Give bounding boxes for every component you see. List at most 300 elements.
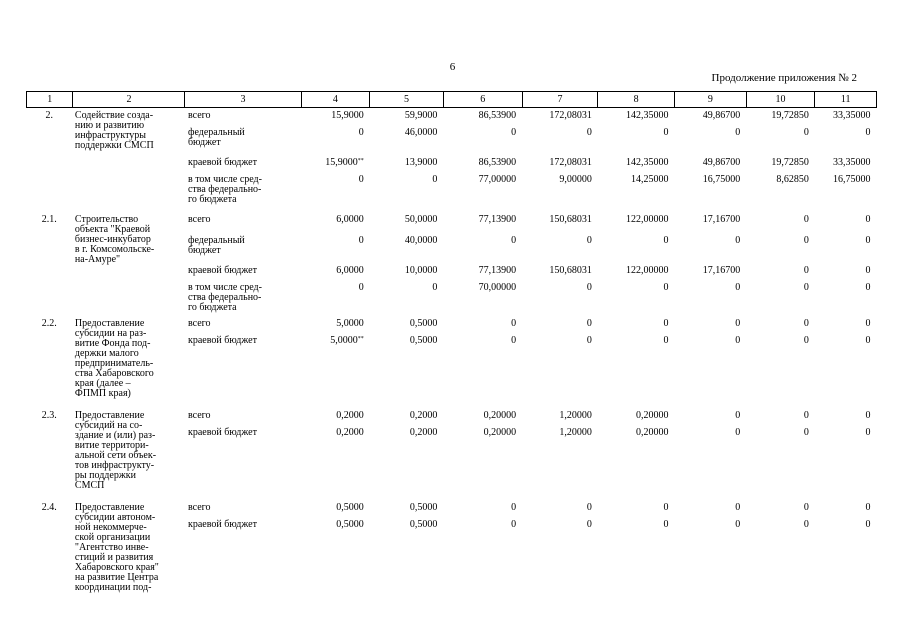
row-number: 2.3. — [41, 409, 57, 421]
column-header-1: 1 — [27, 92, 73, 108]
value-text: 0 — [735, 501, 741, 513]
value-cell — [443, 408, 522, 425]
text-line: на развитие Центра — [74, 571, 159, 583]
value-cell — [598, 333, 675, 408]
value-cell — [522, 212, 598, 233]
value-cell — [522, 280, 598, 316]
value-text: 0 — [865, 518, 871, 530]
value-text: 0 — [586, 334, 592, 346]
table-row — [27, 408, 877, 425]
table-header-row — [27, 92, 877, 108]
funding-source — [185, 155, 301, 172]
value-text: 0 — [865, 317, 871, 329]
text-line: в том числе сред- — [187, 281, 262, 293]
value-cell — [598, 212, 675, 233]
value-text: 77,13900 — [478, 264, 517, 276]
value-cell — [370, 155, 444, 172]
value-text: 46,0000 — [404, 126, 438, 138]
value-cell — [675, 280, 747, 316]
continuation-title: Продолжение приложения № 2 — [711, 72, 857, 84]
value-cell — [522, 172, 598, 212]
value-cell — [443, 316, 522, 333]
row-name — [73, 408, 185, 500]
value-text: 0 — [803, 281, 809, 293]
value-text: 0 — [586, 126, 592, 138]
value-cell — [598, 125, 675, 155]
value-cell — [746, 408, 815, 425]
row-name — [73, 316, 185, 408]
value-text: 0 — [358, 234, 364, 246]
value-cell — [746, 517, 815, 617]
text-line: СМСП — [74, 479, 105, 491]
value-cell — [598, 233, 675, 263]
value-cell — [370, 172, 444, 212]
value-text: 0 — [735, 334, 741, 346]
value-text: 0,2000 — [336, 426, 364, 438]
text-line: нию и развитию — [74, 120, 145, 131]
value-text: 77,13900 — [478, 213, 517, 225]
text-line: альной сети объек- — [74, 449, 157, 461]
text-line: края (далее – — [74, 377, 131, 389]
table-row — [27, 108, 877, 125]
value-text: 15,9000 — [331, 110, 364, 121]
value-cell — [746, 333, 815, 408]
value-cell — [746, 500, 815, 517]
row-name — [73, 500, 185, 617]
value-cell — [301, 233, 370, 263]
text-line: субсидии автоном- — [74, 511, 156, 523]
value-cell — [598, 280, 675, 316]
value-text: 15,9000 — [325, 156, 358, 168]
value-cell — [746, 172, 815, 212]
value-text: 14,25000 — [631, 173, 669, 185]
value-text: 70,00000 — [478, 281, 517, 293]
value-text: 0 — [586, 317, 592, 329]
text-line: федеральный — [187, 126, 245, 138]
value-text: 0,5000 — [409, 317, 438, 329]
text-line: предприниматель- — [74, 357, 154, 369]
value-text: 0 — [865, 126, 871, 138]
text-line: го бюджета — [187, 301, 237, 313]
value-text: 86,53900 — [478, 156, 517, 168]
value-text: 0 — [865, 426, 871, 438]
value-cell — [815, 408, 877, 425]
value-cell — [522, 333, 598, 408]
value-cell — [815, 333, 877, 408]
value-text: 0,20000 — [636, 426, 669, 438]
value-cell — [301, 333, 370, 408]
value-text: 5,0000 — [336, 317, 364, 329]
value-cell — [598, 316, 675, 333]
value-cell — [443, 155, 522, 172]
value-cell — [443, 125, 522, 155]
column-header-11: 11 — [815, 92, 877, 108]
value-text: 0 — [735, 234, 741, 246]
value-cell — [301, 408, 370, 425]
value-cell — [370, 108, 444, 125]
text-line: Хабаровского края" — [74, 561, 159, 573]
text-line: краевой бюджет — [187, 518, 257, 530]
value-cell — [815, 172, 877, 212]
value-cell — [301, 125, 370, 155]
funding-source — [185, 316, 301, 333]
value-cell — [675, 212, 747, 233]
value-cell — [675, 263, 747, 280]
value-text: 0 — [865, 501, 871, 513]
value-cell — [598, 108, 675, 125]
value-cell — [746, 316, 815, 333]
text-line: на-Амуре" — [74, 253, 121, 265]
value-text: 142,35000 — [626, 110, 669, 121]
funding-source — [185, 280, 301, 316]
value-text: 16,75000 — [833, 173, 871, 185]
value-text: 0,5000 — [409, 518, 438, 530]
value-cell — [301, 500, 370, 517]
budget-table — [26, 91, 877, 617]
text-line: всего — [187, 213, 211, 225]
value-text: 0,20000 — [636, 409, 669, 421]
value-cell — [675, 408, 747, 425]
value-cell — [370, 212, 444, 233]
row-name — [73, 212, 185, 316]
text-line: Предоставление — [74, 317, 145, 329]
value-text: 0 — [803, 213, 809, 225]
value-cell — [675, 316, 747, 333]
value-cell — [370, 316, 444, 333]
text-line: ФПМП края) — [74, 387, 131, 399]
text-line: витие Фонда под- — [74, 337, 151, 349]
footnote-mark: ** — [357, 335, 364, 342]
value-text: 0,20000 — [483, 409, 517, 421]
value-cell — [522, 425, 598, 500]
row-number: 2. — [45, 110, 53, 121]
value-cell — [522, 125, 598, 155]
text-line: инфраструктуры — [74, 130, 147, 141]
column-header-10: 10 — [746, 92, 815, 108]
value-text: 172,08031 — [549, 110, 592, 121]
value-text: 40,0000 — [404, 234, 438, 246]
value-cell — [675, 233, 747, 263]
column-header-2: 2 — [73, 92, 185, 108]
value-text: 86,53900 — [478, 110, 517, 121]
value-cell — [522, 155, 598, 172]
value-text: 8,62850 — [776, 173, 809, 185]
value-cell — [301, 108, 370, 125]
value-text: 9,00000 — [559, 173, 592, 185]
value-text: 0 — [803, 409, 809, 421]
value-cell — [598, 155, 675, 172]
value-cell — [301, 316, 370, 333]
value-text: 0 — [865, 213, 871, 225]
value-text: 0 — [663, 281, 669, 293]
text-line: субсидии на раз- — [74, 327, 147, 339]
value-cell — [443, 263, 522, 280]
value-cell — [675, 517, 747, 617]
text-line: ной некоммерче- — [74, 521, 147, 533]
value-text: 49,86700 — [702, 110, 741, 121]
value-text: 6,0000 — [336, 213, 364, 225]
value-cell — [522, 316, 598, 333]
text-line: всего — [187, 110, 211, 121]
column-header-6: 6 — [443, 92, 522, 108]
value-cell — [522, 500, 598, 517]
value-cell — [370, 425, 444, 500]
text-line: всего — [187, 409, 211, 421]
value-cell — [370, 233, 444, 263]
column-header-8: 8 — [598, 92, 675, 108]
value-cell — [598, 500, 675, 517]
value-text: 0 — [358, 173, 364, 185]
value-text: 0 — [432, 281, 438, 293]
value-text: 19,72850 — [771, 110, 809, 121]
text-line: здание и (или) раз- — [74, 429, 156, 441]
value-cell — [301, 425, 370, 500]
value-text: 0 — [511, 334, 517, 346]
value-cell — [675, 108, 747, 125]
column-header-3: 3 — [185, 92, 301, 108]
value-text: 19,72850 — [771, 156, 809, 168]
value-text: 33,35000 — [833, 110, 871, 121]
text-line: ства Хабаровского — [74, 367, 154, 379]
value-cell — [370, 500, 444, 517]
value-cell — [301, 155, 370, 172]
text-line: федеральный — [187, 234, 245, 246]
text-line: тов инфраструкту- — [74, 459, 155, 471]
value-cell — [815, 280, 877, 316]
value-text: 0 — [663, 317, 669, 329]
value-cell — [370, 333, 444, 408]
value-text: 0 — [663, 518, 669, 530]
value-text: 0,2000 — [409, 409, 438, 421]
text-line: в г. Комсомольске- — [74, 243, 155, 255]
text-line: "Агентство инве- — [74, 541, 149, 553]
value-text: 0 — [865, 281, 871, 293]
text-line: бизнес-инкубатор — [74, 233, 151, 245]
value-cell — [443, 333, 522, 408]
value-text: 0 — [511, 501, 517, 513]
value-text: 0 — [358, 126, 364, 138]
value-cell — [746, 263, 815, 280]
column-header-5: 5 — [370, 92, 444, 108]
value-cell — [746, 155, 815, 172]
footnote-mark: ** — [357, 157, 364, 164]
value-cell — [370, 125, 444, 155]
value-cell — [301, 517, 370, 617]
value-cell — [301, 212, 370, 233]
value-text: 0,5000 — [409, 501, 438, 513]
value-text: 0 — [735, 281, 741, 293]
value-text: 0 — [432, 173, 438, 185]
value-cell — [746, 108, 815, 125]
value-cell — [815, 263, 877, 280]
value-cell — [746, 425, 815, 500]
value-cell — [675, 172, 747, 212]
value-cell — [746, 125, 815, 155]
value-text: 50,0000 — [404, 213, 438, 225]
value-cell — [746, 280, 815, 316]
value-text: 13,9000 — [404, 156, 438, 168]
value-cell — [815, 125, 877, 155]
funding-source — [185, 233, 301, 263]
text-line: субсидий на со- — [74, 419, 143, 431]
value-text: 0 — [865, 264, 871, 276]
value-text: 0 — [735, 126, 741, 138]
value-cell — [815, 500, 877, 517]
value-text: 59,9000 — [404, 110, 438, 121]
value-text: 0 — [803, 501, 809, 513]
value-cell — [522, 108, 598, 125]
value-text: 122,00000 — [626, 264, 669, 276]
value-text: 0 — [803, 126, 809, 138]
text-line: координации под- — [74, 581, 152, 593]
funding-source — [185, 333, 301, 408]
value-cell — [815, 316, 877, 333]
value-text: 0,2000 — [409, 426, 438, 438]
value-cell — [746, 212, 815, 233]
text-line: Предоставление — [74, 501, 145, 513]
value-cell — [675, 125, 747, 155]
value-cell — [815, 233, 877, 263]
value-text: 0 — [803, 234, 809, 246]
text-line: краевой бюджет — [187, 334, 257, 346]
funding-source — [185, 517, 301, 617]
funding-source — [185, 408, 301, 425]
value-text: 150,68031 — [549, 213, 592, 225]
row-number: 2.1. — [41, 213, 57, 225]
value-text: 0 — [586, 281, 592, 293]
value-text: 142,35000 — [626, 156, 669, 168]
value-text: 0 — [865, 234, 871, 246]
value-cell — [443, 172, 522, 212]
text-line: Содействие созда- — [74, 110, 154, 121]
value-cell — [522, 408, 598, 425]
value-cell — [522, 233, 598, 263]
value-text: 17,16700 — [702, 264, 741, 276]
text-line: всего — [187, 317, 211, 329]
text-line: витие территори- — [74, 439, 149, 451]
value-cell — [443, 500, 522, 517]
value-cell — [522, 263, 598, 280]
value-cell — [598, 263, 675, 280]
column-header-7: 7 — [522, 92, 598, 108]
value-cell — [815, 425, 877, 500]
value-cell — [443, 425, 522, 500]
value-cell — [443, 517, 522, 617]
value-text: 0 — [586, 501, 592, 513]
value-text: 0 — [511, 126, 517, 138]
value-text: 77,00000 — [478, 173, 517, 185]
value-text: 0 — [511, 317, 517, 329]
row-name — [73, 108, 185, 212]
row-number: 2.2. — [41, 317, 57, 329]
value-cell — [301, 172, 370, 212]
value-text: 0 — [735, 518, 741, 530]
value-cell — [746, 233, 815, 263]
value-cell — [598, 517, 675, 617]
funding-source — [185, 263, 301, 280]
value-text: 0 — [663, 126, 669, 138]
table-row — [27, 212, 877, 233]
funding-source — [185, 212, 301, 233]
value-text: 0 — [865, 334, 871, 346]
text-line: объекта "Краевой — [74, 223, 151, 235]
value-text: 0 — [735, 426, 741, 438]
text-line: поддержки СМСП — [74, 140, 154, 151]
text-line: краевой бюджет — [187, 264, 257, 276]
table-row — [27, 500, 877, 517]
value-cell — [301, 280, 370, 316]
funding-source — [185, 425, 301, 500]
funding-source — [185, 108, 301, 125]
funding-source — [185, 172, 301, 212]
text-line: всего — [187, 501, 211, 513]
text-line: ства федерально- — [187, 183, 262, 195]
value-text: 0,5000 — [336, 518, 364, 530]
value-cell — [522, 517, 598, 617]
value-text: 0 — [803, 264, 809, 276]
value-cell — [443, 233, 522, 263]
text-line: в том числе сред- — [187, 173, 262, 185]
table-row — [27, 316, 877, 333]
value-cell — [675, 333, 747, 408]
value-cell — [443, 212, 522, 233]
text-line: Строительство — [74, 213, 139, 225]
value-text: 0 — [663, 334, 669, 346]
value-text: 33,35000 — [833, 156, 871, 168]
value-text: 1,20000 — [559, 409, 592, 421]
row-number: 2.4. — [41, 501, 57, 513]
text-line: бюджет — [187, 244, 221, 256]
value-text: 0,20000 — [483, 426, 517, 438]
text-line: Предоставление — [74, 409, 145, 421]
value-text: 0 — [803, 317, 809, 329]
value-cell — [815, 155, 877, 172]
text-line: краевой бюджет — [187, 156, 257, 168]
value-text: 6,0000 — [336, 264, 364, 276]
column-header-9: 9 — [675, 92, 747, 108]
value-text: 0 — [511, 518, 517, 530]
value-cell — [598, 425, 675, 500]
text-line: бюджет — [187, 136, 221, 148]
value-cell — [675, 500, 747, 517]
value-cell — [815, 212, 877, 233]
text-line: держки малого — [74, 347, 139, 359]
value-cell — [370, 517, 444, 617]
value-cell — [370, 408, 444, 425]
value-text: 0 — [735, 409, 741, 421]
value-cell — [443, 280, 522, 316]
funding-source — [185, 500, 301, 517]
value-text: 17,16700 — [702, 213, 741, 225]
value-cell — [598, 172, 675, 212]
value-text: 0 — [586, 234, 592, 246]
value-cell — [370, 280, 444, 316]
text-line: ства федерально- — [187, 291, 262, 303]
value-text: 10,0000 — [404, 264, 438, 276]
value-text: 0,5000 — [336, 501, 364, 513]
text-line: ской организации — [74, 531, 151, 543]
value-text: 0 — [803, 334, 809, 346]
text-line: го бюджета — [187, 193, 237, 205]
value-text: 0 — [663, 501, 669, 513]
value-text: 0 — [586, 518, 592, 530]
value-text: 0,2000 — [336, 409, 364, 421]
value-text: 5,0000 — [330, 334, 358, 346]
value-cell — [675, 425, 747, 500]
column-header-4: 4 — [301, 92, 370, 108]
value-text: 0 — [803, 518, 809, 530]
value-cell — [598, 408, 675, 425]
